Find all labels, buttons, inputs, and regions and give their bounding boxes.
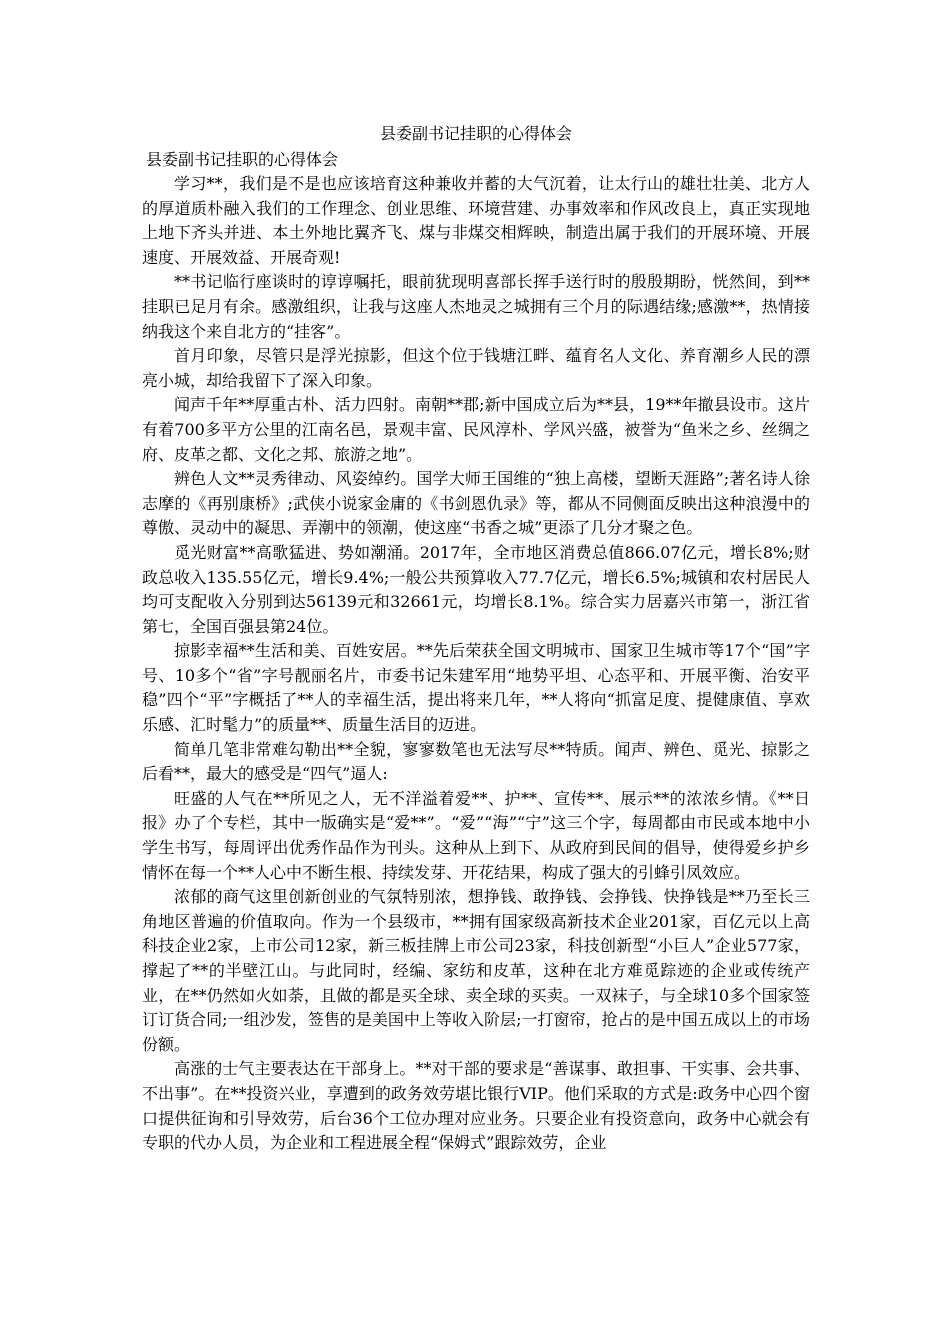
paragraph: 高涨的士气主要表达在干部身上。**对干部的要求是“善谋事、敢担事、干实事、会共事、不出事”。在**投资兴业，享遭到的政务效劳堪比银行VIP。他们采取的方式是:政务中心四个窗口提供征询和引导效劳，后台36个工位办理对应业务。只要企业有投资意向，政务中心就会有专职的代办人员，为企业和工程进展全程“保姆式”跟踪效劳，企业 [142, 1059, 810, 1153]
paragraph: **书记临行座谈时的谆谆嘱托，眼前犹现明喜部长挥手送行时的殷殷期盼，恍然间，到**挂职已足月有余。感激组织，让我与这座人杰地灵之城拥有三个月的际遇结缘;感激**，热情接纳我这个来自北方的“挂客”。 [142, 272, 810, 341]
paragraph: 首月印象，尽管只是浮光掠影，但这个位于钱塘江畔、蕴育名人文化、养育潮乡人民的漂亮小城，却给我留下了深入印象。 [142, 346, 810, 390]
paragraph: 简单几笔非常难勾勒出**全貌，寥寥数笔也无法写尽**特质。闻声、辨色、觅光、掠影之后看**，最大的感受是“四气”逼人: [142, 739, 810, 784]
document-subtitle: 县委副书记挂职的心得体会 [146, 150, 339, 169]
document-page [142, 122, 810, 1156]
paragraph: 浓郁的商气这里创新创业的气氛特别浓，想挣钱、敢挣钱、会挣钱、快挣钱是**乃至长三角地区普遍的价值取向。作为一个县级市，**拥有国家级高新技术企业201家，百亿元以上高科技企业2家，上市公司12家，新三板挂牌上市公司23家，科技创新型“小巨人”企业577家，撑起了**的半壁江山。与此同时，经编、家纺和皮革，这种在北方难觅踪迹的企业或传统产业，在**仍然如火如荼，且做的都是买全球、卖全球的买卖。一双袜子，与全球10多个国家签订订货合同;一组沙发，签售的是美国中上等收入阶层;一打窗帘，抢占的是中国五成以上的市场份额。 [142, 887, 810, 1054]
paragraph: 旺盛的人气在**所见之人，无不洋溢着爱**、护**、宣传**、展示**的浓浓乡情。《**日报》办了个专栏，其中一版确实是“爱**”。“爱”“海”“宁”这三个字，每周都由市民或本地中小学生书写，每周评出优秀作品作为刊头。这种从上到下、从政府到民间的倡导，使得爱乡护乡情怀在每一个**人心中不断生根、持续发芽、开花结果，构成了强大的引蜂引凤效应。 [142, 788, 810, 882]
paragraph: 觅光财富**高歌猛进、势如潮涌。2017年，全市地区消费总值866.07亿元，增长8%;财政总收入135.55亿元，增长9.4%;一般公共预算收入77.7亿元，增长6.5%;城镇和农村居民人均可支配收入分别到达56139元和32661元，均增长8.1%。综合实力居嘉兴市第一，浙江省第七，全国百强县第24位。 [142, 542, 810, 636]
document-title: 县委副书记挂职的心得体会 [379, 124, 572, 143]
paragraph: 学习**，我们是不是也应该培育这种兼收并蓄的大气沉着，让太行山的雄壮壮美、北方人的厚道质朴融入我们的工作理念、创业思维、环境营建、办事效率和作风改良上，真正实现地上地下齐头并进、本土外地比翼齐飞、煤与非煤交相辉映，制造出属于我们的开展环境、开展速度、开展效益、开展奇观! [142, 174, 810, 267]
paragraph: 闻声千年**厚重古朴、活力四射。南朝**郡;新中国成立后为**县，19**年撤县设市。这片有着700多平方公里的江南名邑，景观丰富、民风淳朴、学风兴盛，被誉为“鱼米之乡、丝绸之府、皮革之都、文化之邦、旅游之地”。 [142, 395, 810, 464]
paragraph: 掠影幸福**生活和美、百姓安居。**先后荣获全国文明城市、国家卫生城市等17个“国”字号、10多个“省”字号靓丽名片，市委书记朱建军用“地势平坦、心态平和、开展平衡、治安平稳”四个“平”字概括了**人的幸福生活，提出将来几年，**人将向“抓富足度、提健康值、享欢乐感、汇时髦力”的质量**、质量生活目的迈进。 [142, 641, 810, 735]
paragraph: 辨色人文**灵秀律动、风姿绰约。国学大师王国维的“独上高楼，望断天涯路”;著名诗人徐志摩的《再别康桥》;武侠小说家金庸的《书剑恩仇录》等，都从不同侧面反映出这种浪漫中的尊傲、灵动中的凝思、弄潮中的领潮，使这座“书香之城”更添了几分才聚之色。 [142, 469, 810, 538]
